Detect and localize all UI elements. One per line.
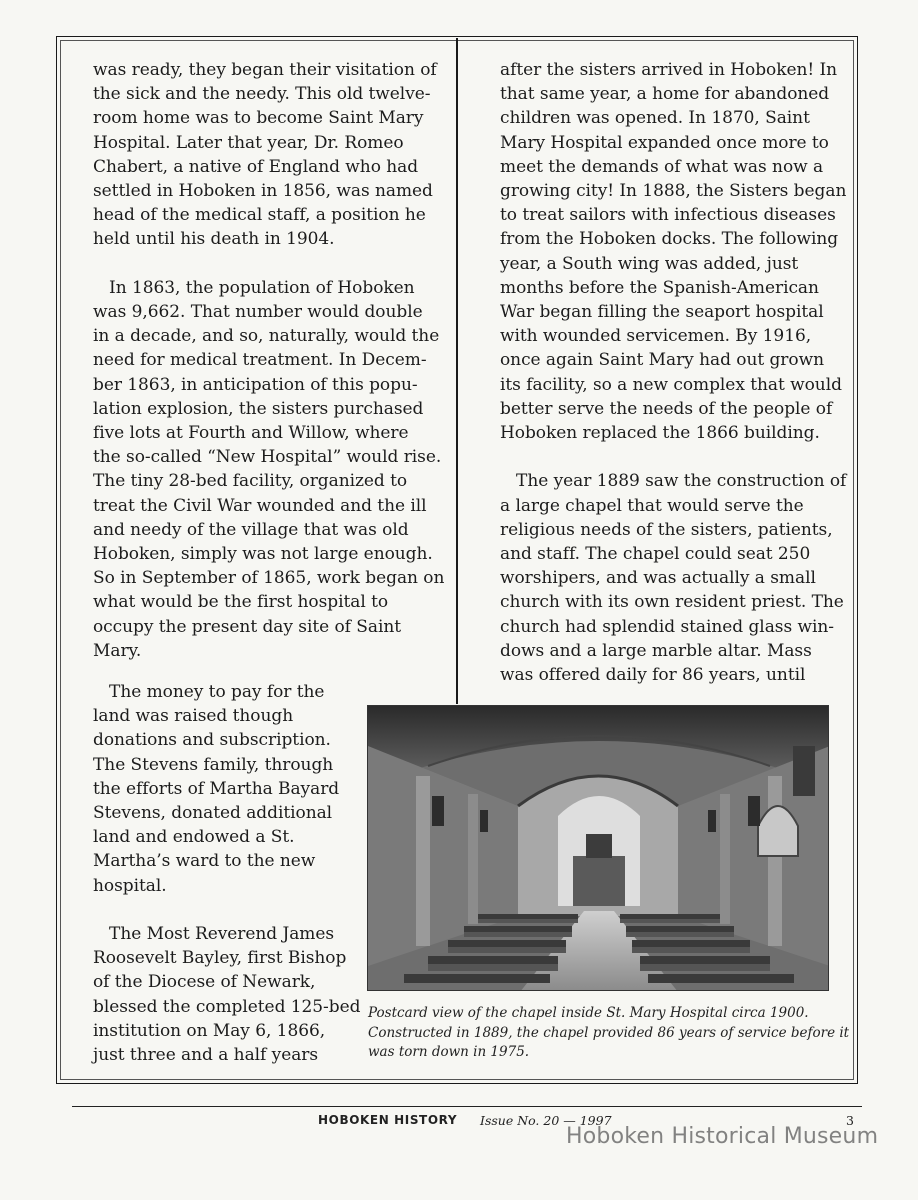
- left-column-text: was ready, they began their visitation of the sick and the needy. This old twelve- room home was to become Saint Mary Hospital. Later that year, Dr. Romeo Chabert, a native of England who had settled in Hoboken in 1856, was named head of the medical staff, a position he held until his death in 1904. In 1863, the population of Hoboken was 9,662. That number would double in a decade, and so, naturally, would the need for medical treatment. In Decem- ber 1863, in anticipation of this popu- lation explosion, the sisters purchased five lots at Fourth and Willow, where the so-called “New Hospital” would rise. The tiny 28-bed facility, organized to treat the Civil War wounded and the ill and needy of the village that was old Hoboken, simply was not large enough. So in September of 1865, work began on what would be the first hospital to occupy the present day site of Saint Mary.: [93, 60, 445, 661]
- publication-title: HOBOKEN HISTORY: [318, 1113, 458, 1127]
- chapel-interior-illustration: [368, 706, 829, 991]
- page-number: 3: [846, 1113, 854, 1128]
- chapel-photo: [367, 705, 829, 991]
- footer-rule: [72, 1106, 862, 1107]
- photo-caption: Postcard view of the chapel inside St. Mary Hospital circa 1900. Constructed in 1889, the chapel provided 86 years of service before it was torn down in 1975.: [368, 1005, 850, 1060]
- museum-watermark: Hoboken Historical Museum: [566, 1124, 879, 1149]
- issue-label: Issue No. 20 — 1997: [480, 1113, 612, 1128]
- right-column-text: after the sisters arrived in Hoboken! In that same year, a home for abandoned children was opened. In 1870, Saint Mary Hospital expanded once more to meet the demands of what was now a growing city! In 1888, the Sisters began to treat sailors with infectious diseases from the Hoboken docks. The following year, a South wing was added, just months before the Spanish-American War began filling the seaport hospital with wounded servicemen. By 1916, once again Saint Mary had out grown its facility, so a new complex that would better serve the needs of the people of Hoboken replaced the 1866 building. The year 1889 saw the construction of a large chapel that would serve the religious needs of the sisters, patients, and staff. The chapel could seat 250 worshipers, and was actually a small church with its own resident priest. The church had splendid stained glass win- dows and a large marble altar. Mass was offered daily for 86 years, until: [500, 60, 847, 686]
- left-lower-text: The money to pay for the land was raised though donations and subscription. The Stevens family, through the efforts of Martha Bayard Stevens, donated additional land and endowed a St. Martha’s ward to the new hospital. The Most Reverend James Roosevelt Bayley, first Bishop of the Diocese of Newark, blessed the completed 125-bed institution on May 6, 1866, just three and a half years: [93, 682, 361, 1066]
- column-divider: [456, 38, 458, 704]
